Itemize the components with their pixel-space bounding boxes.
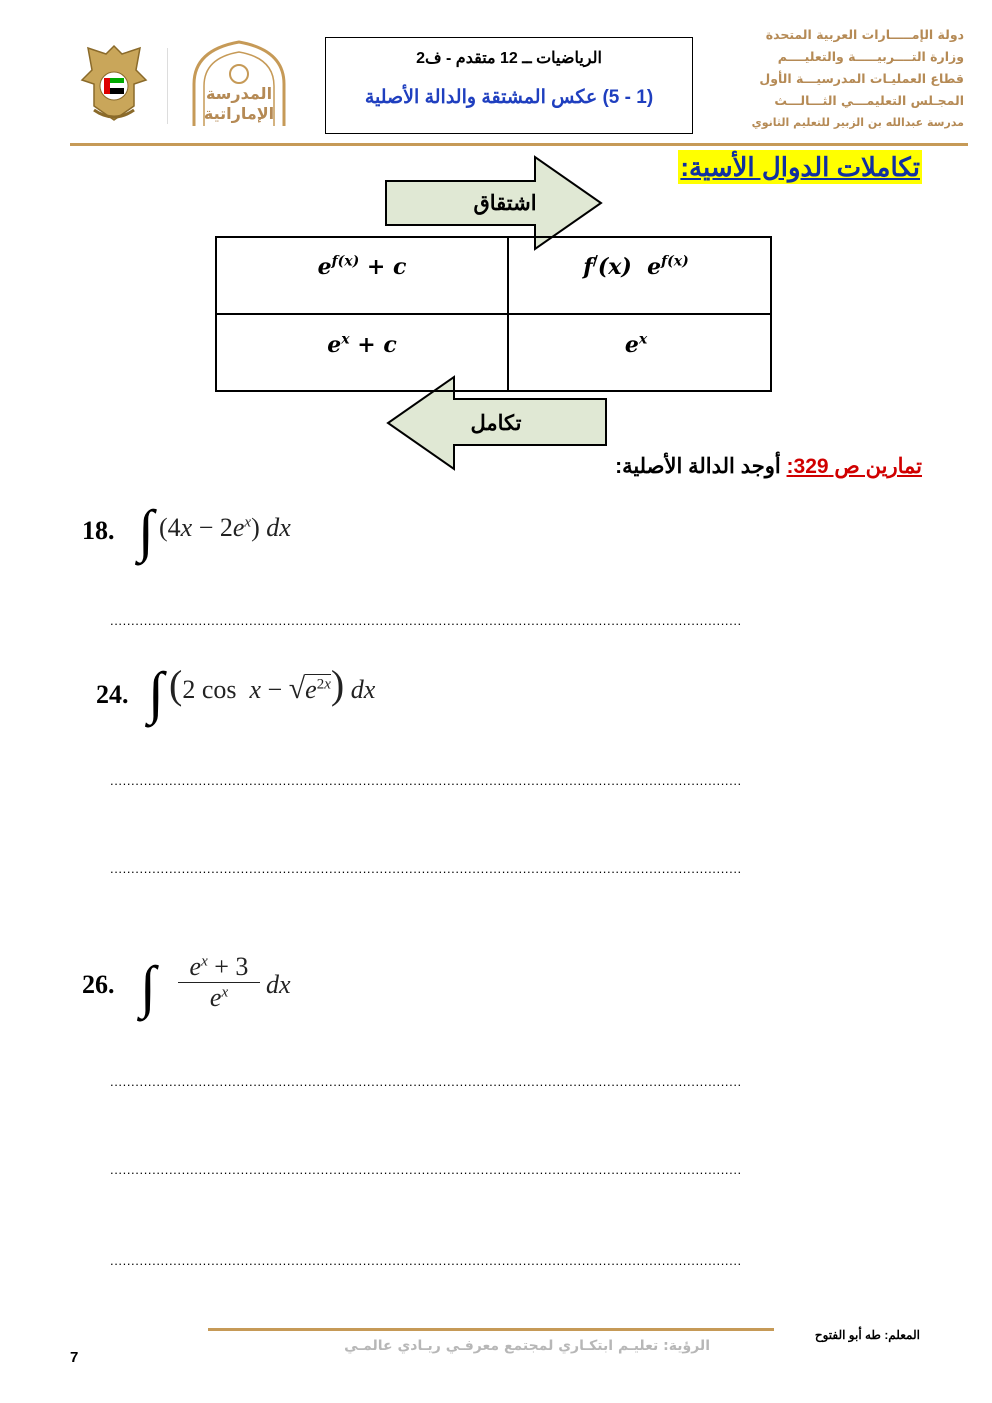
derivative-label: اشتقاق — [473, 192, 537, 215]
answer-line[interactable]: ...................................................................................................................................................... — [110, 773, 742, 787]
table-cell-row1-right: f/(x) $e^{f(x)}$ — [583, 254, 689, 281]
answer-line[interactable]: ...................................................................................................................................................... — [110, 1074, 742, 1088]
exercises-instruction: أوجد الدالة الأصلية: — [615, 455, 781, 478]
vision-statement: الرؤية: تعليـم ابتكـاري لمجتمع معرفـي ريـادي عالمـي — [344, 1338, 710, 1354]
table-cell-row2-right: $e^x$ — [624, 332, 648, 359]
table-cell-row2-left: $e^x + c$ — [327, 332, 397, 359]
ministry-line: دولة الإمـــــارات العربية المتحدة — [765, 27, 964, 42]
exercise-18-expression: ∫ $(4x - 2e^x)$ dx — [138, 498, 291, 563]
table-cell-row1-left: $e^{f(x)} + c$ — [317, 254, 407, 281]
teacher-name: المعلم: طه أبو الفتوح — [814, 1328, 920, 1342]
ministry-line: مدرسة عبدالله بن الزبير للتعليم الثانوي — [751, 116, 964, 129]
answer-line[interactable]: ...................................................................................................................................................... — [110, 1162, 742, 1176]
exercises-page-ref: تمارين ص 329: — [786, 455, 922, 478]
table-divider — [215, 313, 772, 315]
exercises-title — [615, 454, 922, 479]
answer-line[interactable]: ...................................................................................................................................................... — [110, 861, 742, 875]
footer-rule — [208, 1328, 774, 1331]
uae-emblem — [78, 40, 150, 124]
exercise-number: 24. — [96, 680, 129, 709]
header-divider — [167, 48, 168, 124]
integral-sign-icon: ∫ — [148, 660, 164, 725]
school-logo-line1: المدرسة — [205, 84, 273, 103]
lesson-title: (1 - 5) عكس المشتقة والدالة الأصلية — [364, 87, 654, 108]
integral-label: تكامل — [470, 412, 522, 435]
title-box — [325, 37, 693, 134]
page-number: 7 — [70, 1349, 79, 1366]
ministry-line: المجـلس التعليمـــي الثـــالـــث — [774, 93, 964, 108]
ministry-line: وزارة التــــربيـــــة والتعليــــم — [777, 49, 964, 64]
header-rule — [70, 143, 968, 146]
exercise-number: 18. — [82, 516, 115, 545]
school-logo — [184, 40, 294, 128]
subject-line: الرياضيات ــ 12 متقدم - ف2 — [416, 50, 602, 67]
answer-line[interactable]: ...................................................................................................................................................... — [110, 613, 742, 627]
exercise-number: 26. — [82, 970, 115, 999]
ministry-block — [714, 24, 964, 134]
answer-line[interactable]: ...................................................................................................................................................... — [110, 1253, 742, 1267]
integral-sign-icon: ∫ — [138, 498, 154, 563]
school-logo-line2: الإماراتية — [203, 104, 275, 123]
integral-sign-icon: ∫ — [140, 954, 156, 1019]
section-heading: تكاملات الدوال الأسية: — [680, 152, 920, 182]
exercise-24-expression: ∫ (2 $\cos x - √e^{2x}$) dx — [148, 660, 376, 725]
ministry-line: قطاع العمليـات المدرسيـــة الأول — [759, 71, 964, 86]
